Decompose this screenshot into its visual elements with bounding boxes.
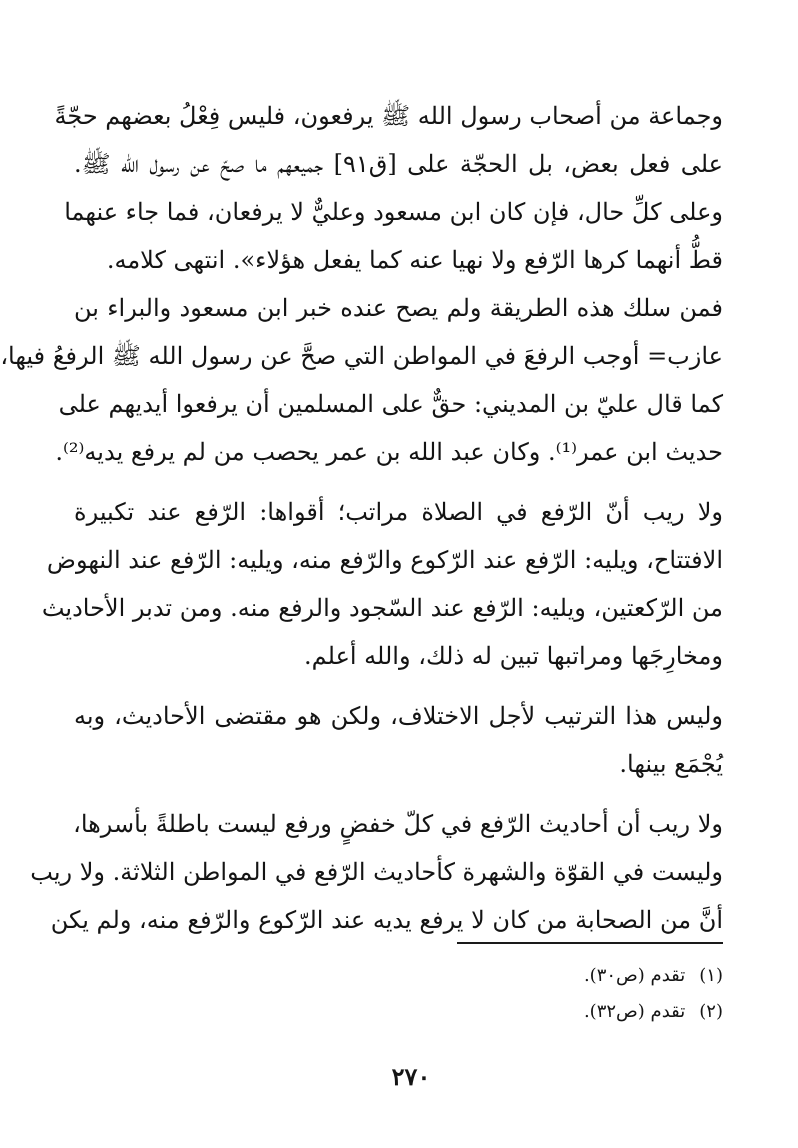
page-number: ٢٧٠ <box>391 1062 431 1091</box>
footnote-item <box>584 958 723 994</box>
footnote-number: (٢) <box>699 1001 723 1022</box>
text-line: عازب= أوجب الرفعَ في المواطن التي صحَّ عن رسول الله ﷺ الرفعُ فيها، <box>0 342 723 370</box>
footnote-text: تقدم (ص٣٠). <box>583 965 686 986</box>
main-text <box>0 92 723 944</box>
paragraph-gap <box>74 476 723 488</box>
text-line: الافتتاح، ويليه: الرّفع عند الرّكوع والرّفع منه، ويليه: الرّفع عند النهوض <box>46 546 723 574</box>
text-line: وليست في القوّة والشهرة كأحاديث الرّفع في المواطن الثلاثة. ولا ريب <box>30 858 723 886</box>
text-line: يُجْمَع بينها. <box>619 750 723 778</box>
text-line: ومخارِجَها ومراتبها تبين له ذلك، والله أعلم. <box>304 642 723 670</box>
footnote-number: (١) <box>699 965 723 986</box>
footnote-text: تقدم (ص٣٢). <box>583 1001 686 1022</box>
text-line: على فعل بعض، بل الحجّة على [ق٩١] جميعهم ما صحّ عن رسول الله ﷺ. <box>74 150 723 178</box>
text-line: كما قال عليّ بن المديني: حقٌّ على المسلمين أن يرفعوا أيديهم على <box>58 390 723 418</box>
text-line: وعلى كلِّ حال، فإن كان ابن مسعود وعليٌّ لا يرفعان، فما جاء عنهما <box>64 198 723 226</box>
footnotes <box>584 958 723 1030</box>
footnote-item <box>584 994 723 1030</box>
text-line: حديث ابن عمر⁽¹⁾. وكان عبد الله بن عمر يحصب من لم يرفع يديه⁽²⁾. <box>55 438 723 466</box>
text-line: قطُّ أنهما كرها الرّفع ولا نهيا عنه كما يفعل هؤلاء». انتهى كلامه. <box>106 246 723 274</box>
paragraph-gap <box>74 680 723 692</box>
text-line: فمن سلك هذه الطريقة ولم يصح عنده خبر ابن مسعود والبراء بن <box>74 294 723 322</box>
text-line: ولا ريب أن أحاديث الرّفع في كلّ خفضٍ ورفع ليست باطلةً بأسرها، <box>73 810 723 838</box>
text-line: أنَّ من الصحابة من كان لا يرفع يديه عند الرّكوع والرّفع منه، ولم يكن <box>50 906 723 934</box>
paragraph-gap <box>74 788 723 800</box>
text-line: من الرّكعتين، ويليه: الرّفع عند السّجود والرفع منه. ومن تدبر الأحاديث <box>41 594 723 622</box>
footnote-separator <box>457 942 723 944</box>
text-line: وجماعة من أصحاب رسول الله ﷺ يرفعون، فليس فِعْلُ بعضهم حجّةً <box>54 102 723 130</box>
text-line: ولا ريب أنّ الرّفع في الصلاة مراتب؛ أقواها: الرّفع عند تكبيرة <box>74 498 723 526</box>
text-line: وليس هذا الترتيب لأجل الاختلاف، ولكن هو مقتضى الأحاديث، وبه <box>74 702 723 730</box>
